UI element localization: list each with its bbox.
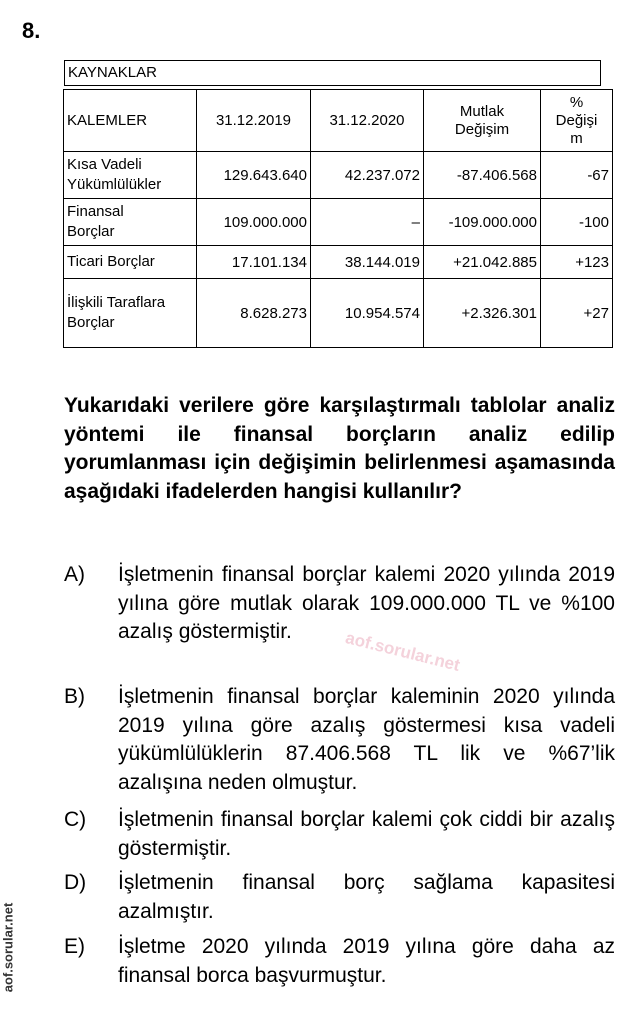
- header-pct-line2: Değişi: [555, 111, 598, 129]
- balance-table: [63, 89, 613, 348]
- cell-2020: 38.144.019: [311, 246, 424, 279]
- cell-2019: 17.101.134: [197, 246, 311, 279]
- option-c[interactable]: [64, 806, 615, 863]
- row-label: [64, 152, 197, 199]
- row-label-line1: Ticari Borçlar: [67, 253, 155, 270]
- header-absolute-change: [424, 90, 541, 152]
- cell-abs: -109.000.000: [424, 199, 541, 246]
- option-text: İşletmenin finansal borç sağlama kapasitesi azalmıştır.: [118, 871, 615, 923]
- option-letter: B): [64, 685, 85, 708]
- cell-2019: 129.643.640: [197, 152, 311, 199]
- table-row: [64, 279, 613, 348]
- option-b[interactable]: [64, 683, 615, 797]
- row-label-line1: Finansal: [67, 203, 124, 220]
- cell-2019: 8.628.273: [197, 279, 311, 348]
- option-text: İşletmenin finansal borçlar kalemi çok ciddi bir azalış göstermiştir.: [118, 808, 615, 860]
- row-label: [64, 246, 197, 279]
- cell-pct: +123: [541, 246, 613, 279]
- question-text: Yukarıdaki verilere göre karşılaştırmalı tablolar analiz yöntemi ile finansal borçların analiz edilip yorumlanması için değişimin belirlenmesi aşamasında aşağıdaki ifadelerden hangisi kullanılır?: [64, 394, 615, 503]
- table-header-row: [64, 90, 613, 152]
- option-text: İşletmenin finansal borçlar kaleminin 2020 yılında 2019 yılına göre azalış göstermesi kısa vadeli yükümlülüklerin 87.406.568 TL lik ve %67’lik azalışına neden olmuştur.: [118, 685, 615, 794]
- table-row: [64, 246, 613, 279]
- option-a[interactable]: [64, 561, 615, 647]
- row-label-line2: Borçlar: [67, 223, 115, 240]
- cell-pct: -100: [541, 199, 613, 246]
- header-2019: 31.12.2019: [197, 90, 311, 152]
- option-letter: D): [64, 871, 87, 894]
- cell-abs: +21.042.885: [424, 246, 541, 279]
- cell-2020: 10.954.574: [311, 279, 424, 348]
- watermark: aof.sorular.net: [343, 628, 462, 675]
- header-pct-line3: m: [570, 129, 583, 147]
- option-text: İşletmenin finansal borçlar kalemi 2020 yılında 2019 yılına göre mutlak olarak 109.000.000 TL ve %100 azalış göstermiştir.: [118, 563, 615, 643]
- cell-2020: –: [311, 199, 424, 246]
- option-letter: C): [64, 808, 87, 831]
- cell-2019: 109.000.000: [197, 199, 311, 246]
- cell-2020: 42.237.072: [311, 152, 424, 199]
- option-e[interactable]: [64, 933, 615, 990]
- header-percent-change: [541, 90, 613, 152]
- cell-pct: -67: [541, 152, 613, 199]
- option-letter: A): [64, 563, 85, 586]
- header-abs-line1: Mutlak: [459, 102, 505, 120]
- row-label: [64, 199, 197, 246]
- row-label-line2: Borçlar: [67, 314, 115, 331]
- table-row: [64, 152, 613, 199]
- row-label-line2: Yükümlülükler: [67, 176, 162, 193]
- header-pct-line1: %: [569, 93, 584, 111]
- option-d[interactable]: [64, 869, 615, 926]
- row-label: [64, 279, 197, 348]
- cell-abs: -87.406.568: [424, 152, 541, 199]
- table-row: [64, 199, 613, 246]
- header-items: KALEMLER: [64, 90, 197, 152]
- option-letter: E): [64, 935, 85, 958]
- cell-pct: +27: [541, 279, 613, 348]
- row-label-line1: İlişkili Taraflara: [67, 294, 166, 311]
- cell-abs: +2.326.301: [424, 279, 541, 348]
- row-label-line1: Kısa Vadeli: [67, 156, 142, 173]
- header-abs-line2: Değişim: [454, 120, 510, 138]
- header-2020: 31.12.2020: [311, 90, 424, 152]
- side-watermark: aof.sorular.net: [0, 902, 16, 993]
- option-text: İşletme 2020 yılında 2019 yılına göre daha az finansal borca başvurmuştur.: [118, 935, 615, 987]
- table-title: KAYNAKLAR: [64, 60, 601, 86]
- question-number: 8.: [22, 18, 41, 43]
